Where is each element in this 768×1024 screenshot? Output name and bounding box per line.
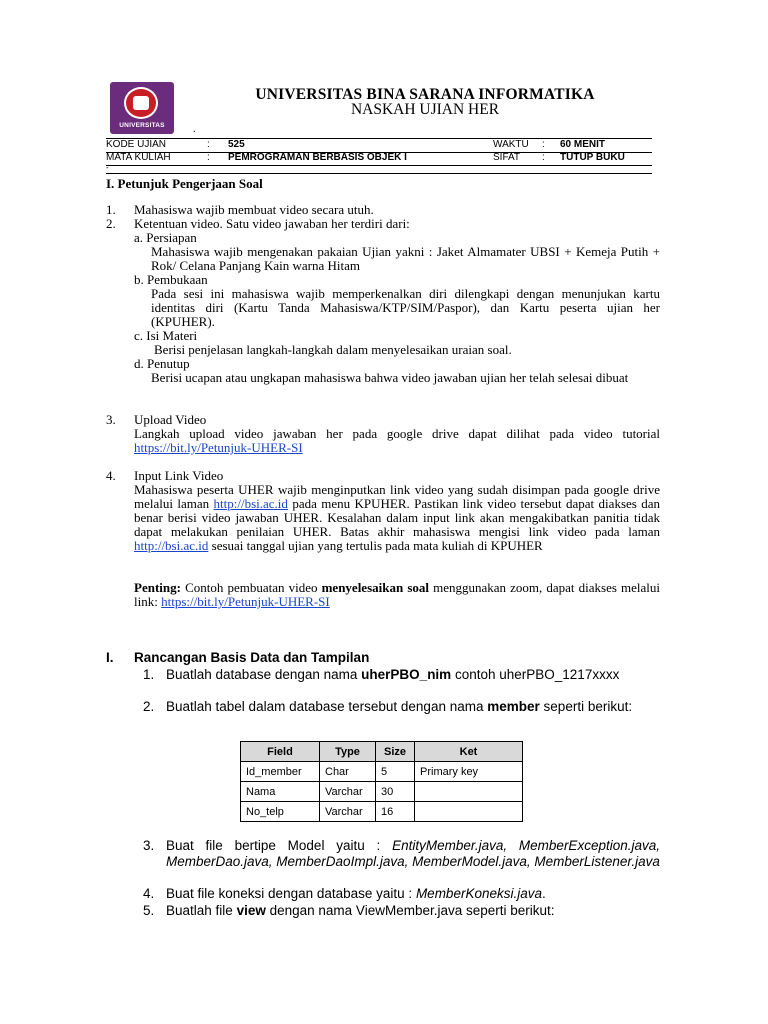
header-dot: . (193, 124, 196, 135)
penting-link[interactable]: https://bit.ly/Petunjuk-UHER-SI (161, 594, 330, 609)
penting-bold: menyelesaikan soal (321, 580, 429, 595)
sifat-value: TUTUP BUKU (560, 152, 625, 163)
step5-text-b: dengan nama ViewMember.java seperti berikut: (269, 903, 555, 918)
bsi-link-2[interactable]: http://bsi.ac.id (134, 538, 209, 553)
step4-text-b: . (542, 886, 546, 901)
item2c-text: Berisi penjelasan langkah-langkah dalam menyelesaikan uraian soal. (154, 342, 512, 357)
item2c-label: c. Isi Materi (134, 328, 198, 343)
member-table (240, 741, 523, 822)
section2-heading: Rancangan Basis Data dan Tampilan (134, 650, 370, 665)
matkul-label: MATA KULIAH (106, 152, 171, 163)
university-logo (110, 82, 174, 134)
col-ket: Ket (415, 742, 523, 762)
step1-text (166, 667, 660, 683)
kode-label: KODE UJIAN (106, 139, 167, 150)
item2a-label: a. Persiapan (134, 230, 197, 245)
step4-text-a: Buat file koneksi dengan database yaitu : (166, 886, 413, 901)
sifat-label: SIFAT (493, 152, 521, 163)
table-cell: 30 (376, 782, 415, 802)
kode-value: 525 (228, 139, 245, 150)
step3-text-a: Buat file bertipe Model yaitu : (166, 838, 381, 853)
col-size: Size (376, 742, 415, 762)
table-cell (415, 802, 523, 822)
table-cell: Varchar (320, 782, 376, 802)
item3-title: Upload Video (134, 412, 207, 427)
table-row (241, 802, 523, 822)
logo-text: UNIVERSITAS (119, 122, 165, 129)
table-cell: Char (320, 762, 376, 782)
step4-num: 4. (143, 886, 155, 901)
step3-text (166, 838, 660, 870)
section2-num: I. (106, 650, 114, 665)
table-header-row (241, 742, 523, 762)
item3-body: Langkah upload video jawaban her pada google drive dapat dilihat pada video tutorial (134, 426, 660, 441)
table-cell: Id_member (241, 762, 320, 782)
bsi-link-1[interactable]: http://bsi.ac.id (213, 496, 288, 511)
document-title: NASKAH UJIAN HER (350, 101, 500, 118)
item2-text: Ketentuan video. Satu video jawaban her terdiri dari: (134, 216, 410, 231)
item4-text (134, 483, 660, 553)
meta-end-rule (106, 173, 652, 174)
penting-label: Penting: (134, 580, 181, 595)
item4-title: Input Link Video (134, 468, 224, 483)
item1-text: Mahasiswa wajib membuat video secara utuh. (134, 202, 374, 217)
item2-num: 2. (106, 216, 116, 231)
table-cell: Primary key (415, 762, 523, 782)
item3-text (134, 427, 660, 455)
step2-tablename: member (487, 699, 540, 714)
matkul-value: PEMROGRAMAN BERBASIS OBJEK I (228, 152, 407, 163)
item2d-text: Berisi ucapan atau ungkapan mahasiswa bahwa video jawaban ujian her telah selesai dibuat (151, 370, 629, 385)
sifat-colon: : (542, 152, 545, 163)
item3-num: 3. (106, 412, 116, 427)
step5-text (166, 903, 660, 919)
step3-files: EntityMember.java, MemberException.java, MemberDao.java, MemberDaoImpl.java, MemberModel.java, MemberListener.java (166, 838, 660, 869)
meta-bottom-rule (106, 165, 652, 166)
table-cell: 16 (376, 802, 415, 822)
item4-body-b: pada menu KPUHER. Pastikan link video tersebut dapat diakses dan benar berisi video jawaban UHER. Kesalahan dalam input link akan mengakibatkan panitia tidak dapat melakukan penilaian UHER. Batas akhir mahasiswa mengisi link video pada laman (134, 496, 660, 539)
step1-dbname: uherPBO_nim (361, 667, 452, 682)
step3-num: 3. (143, 838, 155, 853)
item2b-text: Pada sesi ini mahasiswa wajib memperkenalkan diri dilengkapi dengan menunjukan kartu identitas diri (Kartu Tanda Mahasiswa/KTP/SIM/Paspor), dan Kartu peserta ujian her (KPUHER). (151, 286, 660, 329)
item2d-label: d. Penutup (134, 356, 190, 371)
step2-text-b: seperti berikut: (543, 699, 633, 714)
table-row (241, 762, 523, 782)
item2b-label: b. Pembukaan (134, 272, 208, 287)
table-cell: No_telp (241, 802, 320, 822)
table-row (241, 782, 523, 802)
matkul-colon: : (207, 152, 210, 163)
step2-num: 2. (143, 699, 155, 714)
waktu-label: WAKTU (493, 139, 529, 150)
step1-num: 1. (143, 667, 155, 682)
table-cell (415, 782, 523, 802)
step5-num: 5. (143, 903, 155, 918)
penting-note (134, 581, 660, 609)
logo-emblem-icon (124, 87, 158, 119)
waktu-colon: : (542, 139, 545, 150)
table-cell: Nama (241, 782, 320, 802)
table-cell: Varchar (320, 802, 376, 822)
step5-text-a: Buatlah file (166, 903, 233, 918)
col-type: Type (320, 742, 376, 762)
penting-text-a: Contoh pembuatan video (185, 580, 318, 595)
step4-file: MemberKoneksi.java (415, 886, 542, 901)
waktu-value: 60 MENIT (560, 139, 606, 150)
university-title: UNIVERSITAS BINA SARANA INFORMATIKA (255, 86, 595, 103)
section1-heading: I. Petunjuk Pengerjaan Soal (106, 176, 263, 191)
meta-dash: - (106, 163, 109, 172)
tutorial-link[interactable]: https://bit.ly/Petunjuk-UHER-SI (134, 440, 303, 455)
item4-num: 4. (106, 468, 116, 483)
item4-body-c: sesuai tanggal ujian yang tertulis pada mata kuliah di KPUHER (211, 538, 543, 553)
step1-text-a: Buatlah database dengan nama (166, 667, 358, 682)
step5-bold: view (236, 903, 266, 918)
step2-text (166, 699, 660, 715)
item2a-text: Mahasiswa wajib mengenakan pakaian Ujian yakni : Jaket Almamater UBSI + Kemeja Putih + Rok/ Celana Panjang Kain warna Hitam (151, 244, 660, 273)
item4-body-a: Mahasiswa peserta UHER wajib menginputkan link video yang sudah disimpan pada google drive melalui laman (134, 482, 660, 511)
step1-text-b: contoh uherPBO_1217xxxx (454, 667, 620, 682)
step2-text-a: Buatlah tabel dalam database tersebut dengan nama (166, 699, 484, 714)
table-cell: 5 (376, 762, 415, 782)
col-field: Field (241, 742, 320, 762)
item1-num: 1. (106, 202, 116, 217)
step4-text (166, 886, 660, 902)
penting-text-b: menggunakan zoom, dapat diakses melalui link: (134, 580, 660, 609)
kode-colon: : (207, 139, 210, 150)
